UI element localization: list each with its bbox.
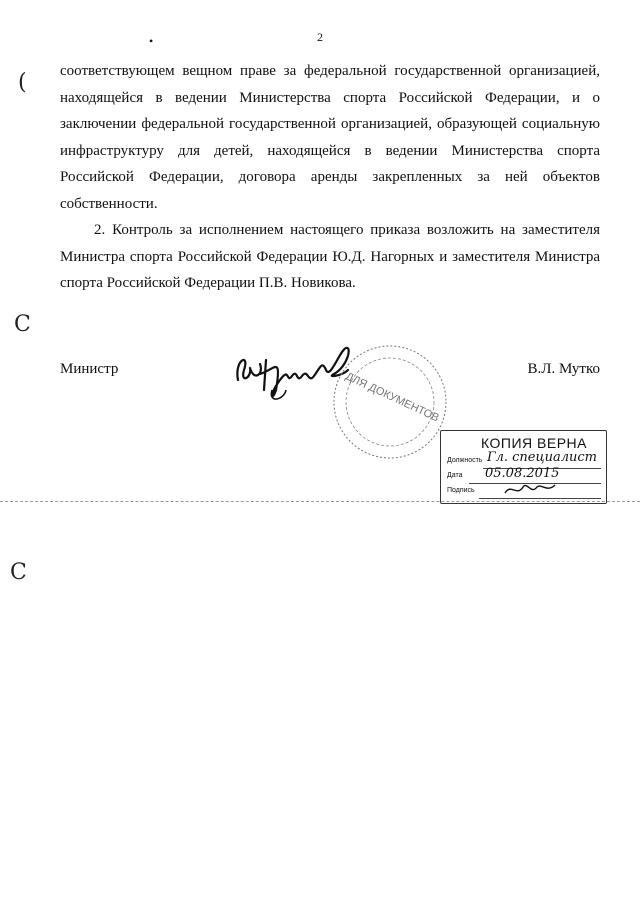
paragraph-2: 2. Контроль за исполнением настоящего приказа возложить на заместителя Министра спорта Российской Федерации Ю.Д. Нагорных и заместителя Министра спорта Российской Федерации П.В. Новикова. xyxy=(60,222,600,291)
punch-mark-2: C xyxy=(14,312,31,337)
minister-title: Министр xyxy=(60,361,119,377)
copy-stamp-date-value: 05.08.2015 xyxy=(485,466,560,481)
copy-stamp-signature-scribble xyxy=(501,479,561,499)
copy-certified-stamp xyxy=(440,430,607,504)
document-body xyxy=(60,58,600,297)
paragraph-1: соответствующем вещном праве за федеральной государственной организацией, находящейся в ведении Министерства спорта Российской Федерации, и о заключении федеральной государственной организацией, образующей социальную инфраструктуру для детей, находящейся в ведении Министерства спорта Российской Федерации, договора аренды закрепленных за ней объектов собственности. xyxy=(60,63,600,212)
page-number: 2 xyxy=(317,30,323,44)
copy-stamp-position-label: Должность xyxy=(447,457,483,464)
minister-name: В.Л. Мутко xyxy=(527,361,600,377)
page-divider xyxy=(0,501,640,502)
punch-mark-1: ( xyxy=(18,70,27,95)
copy-stamp-position-value: Гл. специалист xyxy=(487,450,597,465)
copy-stamp-signature-label: Подпись xyxy=(447,487,475,494)
page-mark-dot: • xyxy=(149,34,154,48)
round-stamp xyxy=(330,342,450,462)
punch-mark-3: C xyxy=(10,560,27,585)
copy-stamp-title: КОПИЯ ВЕРНА xyxy=(481,435,587,451)
copy-stamp-date-label: Дата xyxy=(447,472,463,479)
stamp-text: ДЛЯ ДОКУМЕНТОВ xyxy=(343,370,441,425)
